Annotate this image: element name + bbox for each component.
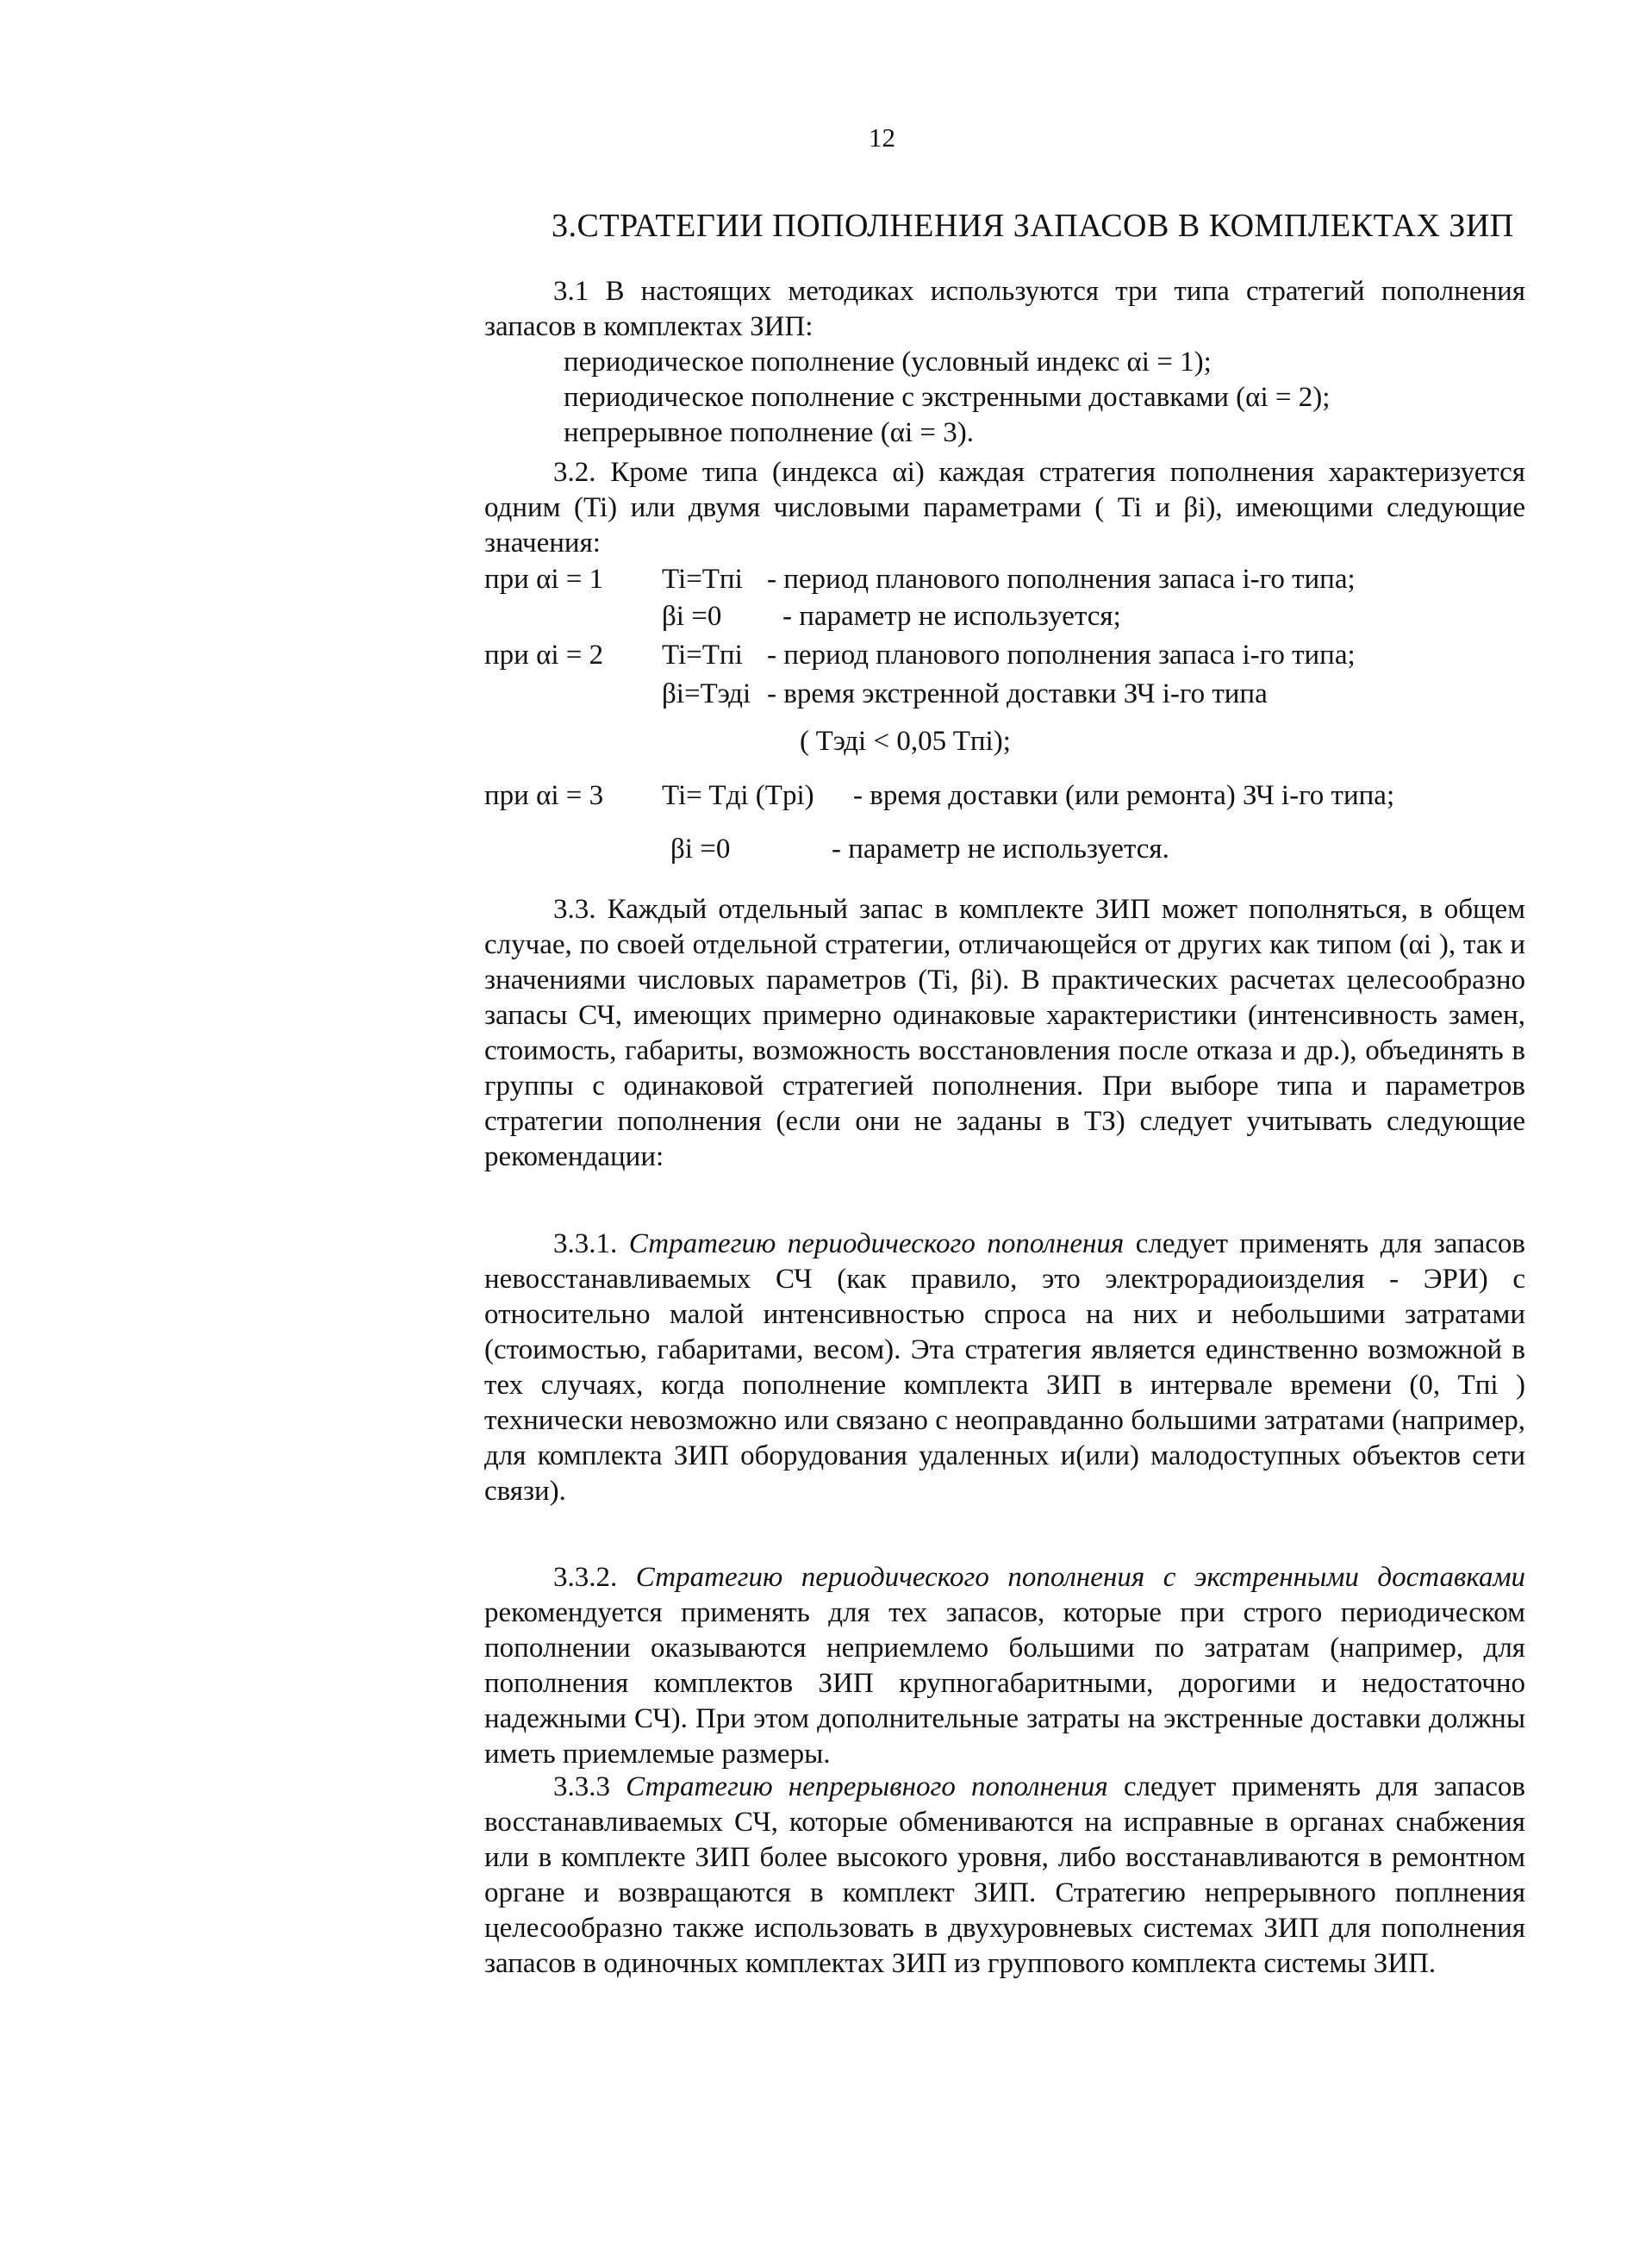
section-3-1 [484,274,1525,451]
paragraph-3-1: 3.1 В настоящих методиках используются три типа стратегий пополнения запасов в комплектах ЗИП: [484,276,1525,342]
p331-number: 3.3.1. [553,1228,618,1259]
section-3-3-2 [484,1560,1525,1772]
alpha-2-param-1: Ti=Tпi [662,640,743,671]
p333-number: 3.3.3 [553,1771,610,1802]
alpha-2-desc-1: - период планового пополнения запаса i-го типа; [767,640,1356,671]
p331-text: следует применять для запасов невосстанавливаемых СЧ (как правило, это электрорадиоизделия - ЭРИ) с относительно малой интенсивностью спроса на них и небольшими затратами (стоимостью, габаритами, весом). Эта стратегия является единственно возможной в тех случаях, когда пополнение комплекта ЗИП в интервале времени (0, Tпi ) технически невозможно или связано с неоправданно большими затратами (например, для комплекта ЗИП оборудования удаленных и(или) малодоступных объектов сети связи). [484,1228,1525,1507]
alpha-1-label: при αi = 1 [484,564,604,595]
paragraph-3-3-3 [484,1770,1525,1982]
section-title: 3.СТРАТЕГИИ ПОПОЛНЕНИЯ ЗАПАСОВ В КОМПЛЕКТАХ ЗИП [552,208,1514,244]
alpha-1-param-1: Ti=Tпi [662,564,743,595]
alpha-2-desc-2: - время экстренной доставки ЗЧ i-го типа [767,678,1268,709]
section-3-2 [484,455,1525,561]
alpha-1-desc-2: - параметр не используется; [782,601,1121,632]
p333-italic: Стратегию непрерывного пополнения [626,1771,1108,1802]
paragraph-3-3-2 [484,1560,1525,1772]
alpha-2-param-2: βi=Tэдi [662,678,751,709]
strategy-item-2: периодическое пополнение с экстренными доставками (αi = 2); [564,382,1331,413]
alpha-3-desc-1: - время доставки (или ремонта) ЗЧ i-го типа; [853,780,1395,811]
section-3-3-3 [484,1770,1525,1982]
paragraph-3-3-1 [484,1227,1525,1509]
section-3-3-1 [484,1227,1525,1509]
alpha-2-label: при αi = 2 [484,640,604,671]
alpha-3-desc-2: - параметр не используется. [832,834,1169,865]
alpha-3-param-1: Ti= Tдi (Tрi) [662,780,814,811]
paragraph-3-2: 3.2. Кроме типа (индекса αi) каждая стратегия пополнения характеризуется одним (Ti) или двумя числовыми параметрами ( Ti и βi), имеющими следующие значения: [484,457,1525,559]
alpha-3-param-2: βi =0 [670,834,731,865]
page-number: 12 [869,122,895,153]
p333-text: следует применять для запасов восстанавливаемых СЧ, которые обмениваются на исправные в органах снабжения или в комплекте ЗИП более высокого уровня, либо восстанавливаются в ремонтном органе и возвращаются в комплект ЗИП. Стратегию непрерывного поплнения целесообразно также использовать в двухуровневых системах ЗИП для пополнения запасов в одиночных комплектах ЗИП из группового комплекта системы ЗИП. [484,1771,1526,1979]
paragraph-3-3: 3.3. Каждый отдельный запас в комплекте ЗИП может пополняться, в общем случае, по своей отдельной стратегии, отличающейся от других как типом (αi ), так и значениями числовых параметров (Ti, βi). В практических расчетах целесообразно запасы СЧ, имеющих примерно одинаковые характеристики (интенсивность замен, стоимость, габариты, возможность восстановления после отказа и др.), объединять в группы с одинаковой стратегией пополнения. При выборе типа и параметров стратегии пополнения (если они не заданы в ТЗ) следует учитывать следующие рекомендации: [484,894,1525,1172]
alpha-3-label: при αi = 3 [484,780,604,811]
alpha-1-desc-1: - период планового пополнения запаса i-го типа; [767,564,1356,595]
strategy-item-3: непрерывное пополнение (αi = 3). [564,417,975,448]
alpha-1-param-2: βi =0 [662,601,722,632]
p332-italic: Стратегию периодического пополнения с экстренными доставками [635,1562,1526,1593]
section-3-3 [484,892,1525,1175]
alpha-2-condition: ( Tэдi < 0,05 Tпi); [800,726,1011,757]
p332-text: рекомендуется применять для тех запасов, которые при строго периодическом пополнении оказываются неприемлемо большими по затратам (например, для пополнения комплектов ЗИП крупногабаритными, дорогими и недостаточно надежными СЧ). При этом дополнительные затраты на экстренные доставки должны иметь приемлемые размеры. [484,1597,1525,1770]
p332-number: 3.3.2. [553,1562,618,1593]
strategy-item-1: периодическое пополнение (условный индекс αi = 1); [564,347,1212,378]
p331-italic: Стратегию периодического пополнения [628,1228,1125,1259]
